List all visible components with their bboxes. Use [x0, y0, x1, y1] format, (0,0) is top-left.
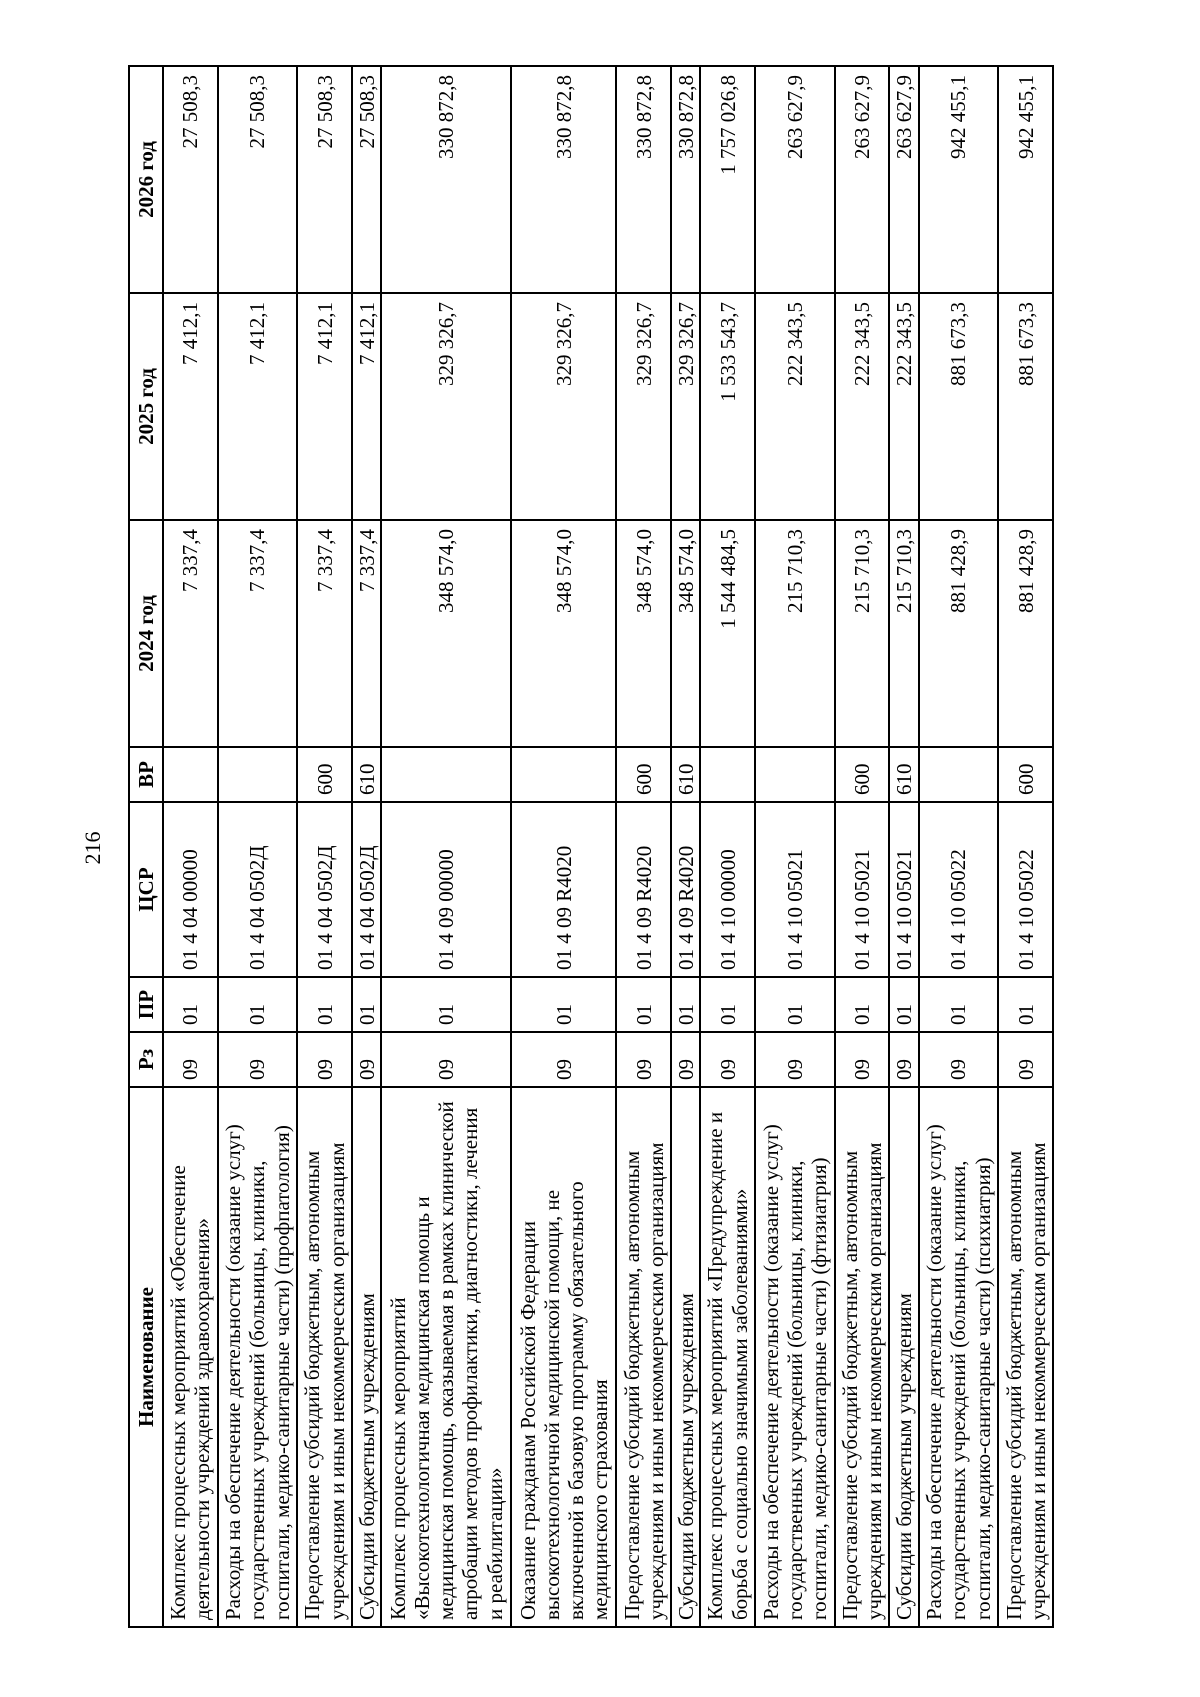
- cell-pr: 01: [511, 977, 616, 1032]
- cell-name: Расходы на обеспечение деятельности (оказание услуг) государственных учреждений (больницы, клиники, госпитали, медико-санитарные части) (психиатрия): [919, 1087, 999, 1627]
- cell-csr: 01 4 04 0502Д: [297, 802, 352, 977]
- cell-2024: 881 428,9: [919, 520, 999, 747]
- cell-2024: 215 710,3: [835, 520, 890, 747]
- cell-rz: 09: [671, 1032, 700, 1087]
- cell-2025: 222 343,5: [889, 293, 918, 520]
- cell-rz: 09: [218, 1032, 298, 1087]
- budget-table: [128, 65, 1054, 1628]
- cell-2026: 263 627,9: [835, 66, 890, 293]
- header-csr: ЦСР: [129, 802, 163, 977]
- cell-csr: 01 4 09 R4020: [511, 802, 616, 977]
- cell-vr: 610: [889, 747, 918, 802]
- cell-2024: 7 337,4: [297, 520, 352, 747]
- cell-rz: 09: [352, 1032, 381, 1087]
- cell-name: Комплекс процессных мероприятий «Высокотехнологичная медицинская помощь и медицинская помощь, оказываемая в рамках клинической апробации методов профилактики, диагностики, лечения и реабилитации»: [381, 1087, 511, 1627]
- cell-name: Расходы на обеспечение деятельности (оказание услуг) государственных учреждений (больницы, клиники, госпитали, медико-санитарные части) (профпатология): [218, 1087, 298, 1627]
- cell-csr: 01 4 10 05022: [998, 802, 1053, 977]
- cell-csr: 01 4 04 00000: [163, 802, 218, 977]
- cell-2025: 1 533 543,7: [700, 293, 755, 520]
- cell-2025: 222 343,5: [755, 293, 835, 520]
- cell-vr: 600: [998, 747, 1053, 802]
- cell-rz: 09: [889, 1032, 918, 1087]
- cell-2025: 329 326,7: [616, 293, 671, 520]
- cell-pr: 01: [163, 977, 218, 1032]
- cell-vr: 600: [297, 747, 352, 802]
- cell-2025: 881 673,3: [998, 293, 1053, 520]
- cell-rz: 09: [616, 1032, 671, 1087]
- cell-name: Субсидии бюджетным учреждениям: [889, 1087, 918, 1627]
- cell-2026: 263 627,9: [889, 66, 918, 293]
- table-row: [700, 66, 755, 1627]
- header-rz: Рз: [129, 1032, 163, 1087]
- cell-2024: 215 710,3: [889, 520, 918, 747]
- cell-name: Оказание гражданам Российской Федерации высокотехнологичной медицинской помощи, не включенной в базовую программу обязательного медицинского страхования: [511, 1087, 616, 1627]
- cell-2025: 222 343,5: [835, 293, 890, 520]
- cell-rz: 09: [297, 1032, 352, 1087]
- cell-2025: 7 412,1: [218, 293, 298, 520]
- cell-pr: 01: [835, 977, 890, 1032]
- cell-csr: 01 4 09 R4020: [616, 802, 671, 977]
- table-row: [352, 66, 381, 1627]
- cell-pr: 01: [218, 977, 298, 1032]
- cell-name: Комплекс процессных мероприятий «Обеспечение деятельности учреждений здравоохранения»: [163, 1087, 218, 1627]
- cell-2025: 881 673,3: [919, 293, 999, 520]
- cell-2026: 330 872,8: [671, 66, 700, 293]
- table-row: [919, 66, 999, 1627]
- cell-pr: 01: [919, 977, 999, 1032]
- cell-2026: 330 872,8: [511, 66, 616, 293]
- cell-csr: 01 4 10 05021: [755, 802, 835, 977]
- cell-rz: 09: [919, 1032, 999, 1087]
- cell-2026: 27 508,3: [218, 66, 298, 293]
- cell-name: Комплекс процессных мероприятий «Предупреждение и борьба с социально значимыми заболеваниями»: [700, 1087, 755, 1627]
- cell-vr: [511, 747, 616, 802]
- cell-vr: 610: [671, 747, 700, 802]
- cell-pr: 01: [352, 977, 381, 1032]
- cell-pr: 01: [998, 977, 1053, 1032]
- table-row: [381, 66, 511, 1627]
- cell-pr: 01: [616, 977, 671, 1032]
- cell-csr: 01 4 04 0502Д: [352, 802, 381, 977]
- cell-vr: 600: [616, 747, 671, 802]
- cell-2026: 330 872,8: [616, 66, 671, 293]
- table-header-row: [129, 66, 163, 1627]
- cell-name: Предоставление субсидий бюджетным, автономным учреждениям и иным некоммерческим организациям: [297, 1087, 352, 1627]
- header-2026: 2026 год: [129, 66, 163, 293]
- cell-2026: 1 757 026,8: [700, 66, 755, 293]
- cell-2026: 263 627,9: [755, 66, 835, 293]
- cell-pr: 01: [755, 977, 835, 1032]
- header-name: Наименование: [129, 1087, 163, 1627]
- header-2025: 2025 год: [129, 293, 163, 520]
- cell-csr: 01 4 10 00000: [700, 802, 755, 977]
- cell-name: Предоставление субсидий бюджетным, автономным учреждениям и иным некоммерческим организациям: [616, 1087, 671, 1627]
- cell-rz: 09: [755, 1032, 835, 1087]
- table-row: [297, 66, 352, 1627]
- table-row: [511, 66, 616, 1627]
- header-2024: 2024 год: [129, 520, 163, 747]
- cell-pr: 01: [700, 977, 755, 1032]
- cell-rz: 09: [511, 1032, 616, 1087]
- cell-2025: 329 326,7: [381, 293, 511, 520]
- cell-2024: 215 710,3: [755, 520, 835, 747]
- table-row: [998, 66, 1053, 1627]
- header-vr: ВР: [129, 747, 163, 802]
- cell-pr: 01: [297, 977, 352, 1032]
- cell-2024: 348 574,0: [511, 520, 616, 747]
- cell-2024: 7 337,4: [218, 520, 298, 747]
- cell-rz: 09: [163, 1032, 218, 1087]
- cell-csr: 01 4 04 0502Д: [218, 802, 298, 977]
- cell-2024: 348 574,0: [381, 520, 511, 747]
- cell-2025: 329 326,7: [671, 293, 700, 520]
- table-row: [218, 66, 298, 1627]
- cell-2024: 1 544 484,5: [700, 520, 755, 747]
- table-row: [889, 66, 918, 1627]
- cell-2025: 7 412,1: [163, 293, 218, 520]
- cell-2026: 942 455,1: [998, 66, 1053, 293]
- cell-2026: 27 508,3: [352, 66, 381, 293]
- cell-2025: 329 326,7: [511, 293, 616, 520]
- cell-name: Расходы на обеспечение деятельности (оказание услуг) государственных учреждений (больницы, клиники, госпитали, медико-санитарные части) (фтизиатрия): [755, 1087, 835, 1627]
- cell-2026: 942 455,1: [919, 66, 999, 293]
- cell-vr: [218, 747, 298, 802]
- cell-pr: 01: [381, 977, 511, 1032]
- table-row: [671, 66, 700, 1627]
- cell-vr: 610: [352, 747, 381, 802]
- cell-2026: 27 508,3: [297, 66, 352, 293]
- rotated-table-container: [128, 66, 1054, 1628]
- cell-csr: 01 4 10 05021: [835, 802, 890, 977]
- cell-rz: 09: [381, 1032, 511, 1087]
- cell-vr: [919, 747, 999, 802]
- cell-2025: 7 412,1: [352, 293, 381, 520]
- cell-2024: 348 574,0: [616, 520, 671, 747]
- table-row: [163, 66, 218, 1627]
- cell-csr: 01 4 09 00000: [381, 802, 511, 977]
- cell-2024: 348 574,0: [671, 520, 700, 747]
- cell-vr: 600: [835, 747, 890, 802]
- cell-csr: 01 4 10 05022: [919, 802, 999, 977]
- cell-rz: 09: [700, 1032, 755, 1087]
- cell-2024: 881 428,9: [998, 520, 1053, 747]
- cell-name: Субсидии бюджетным учреждениям: [671, 1087, 700, 1627]
- cell-vr: [163, 747, 218, 802]
- table-row: [835, 66, 890, 1627]
- cell-csr: 01 4 10 05021: [889, 802, 918, 977]
- cell-name: Субсидии бюджетным учреждениям: [352, 1087, 381, 1627]
- cell-pr: 01: [889, 977, 918, 1032]
- page-number: 216: [80, 831, 105, 865]
- table-row: [755, 66, 835, 1627]
- cell-2024: 7 337,4: [163, 520, 218, 747]
- cell-csr: 01 4 09 R4020: [671, 802, 700, 977]
- cell-pr: 01: [671, 977, 700, 1032]
- cell-2026: 330 872,8: [381, 66, 511, 293]
- cell-rz: 09: [998, 1032, 1053, 1087]
- cell-name: Предоставление субсидий бюджетным, автономным учреждениям и иным некоммерческим организациям: [998, 1087, 1053, 1627]
- cell-2025: 7 412,1: [297, 293, 352, 520]
- cell-vr: [755, 747, 835, 802]
- cell-name: Предоставление субсидий бюджетным, автономным учреждениям и иным некоммерческим организациям: [835, 1087, 890, 1627]
- table-row: [616, 66, 671, 1627]
- cell-vr: [700, 747, 755, 802]
- header-pr: ПР: [129, 977, 163, 1032]
- cell-2024: 7 337,4: [352, 520, 381, 747]
- cell-vr: [381, 747, 511, 802]
- cell-2026: 27 508,3: [163, 66, 218, 293]
- cell-rz: 09: [835, 1032, 890, 1087]
